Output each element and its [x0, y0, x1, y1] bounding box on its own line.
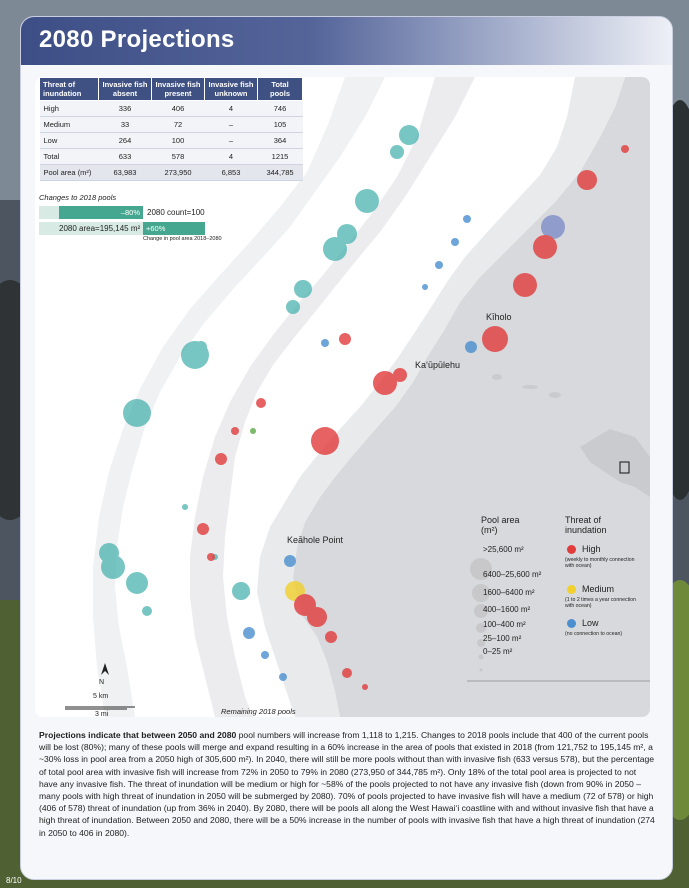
- table-header: Total pools: [258, 78, 303, 101]
- pool-marker: [215, 453, 227, 465]
- pool-marker: [231, 427, 239, 435]
- table-row-area: [40, 165, 303, 181]
- legend-threat-high: High: [582, 544, 601, 554]
- pool-marker: [126, 572, 148, 594]
- table-row: [40, 117, 303, 133]
- table-cell: 273,950: [152, 165, 205, 181]
- pool-marker: [451, 238, 459, 246]
- title-bar: [21, 17, 672, 65]
- pool-marker: [250, 428, 256, 434]
- legend-threat-medium-sub: (1 to 2 times a year connection with ocean): [565, 597, 636, 609]
- table-cell: 72: [152, 117, 205, 133]
- pool-marker: [286, 300, 300, 314]
- table-row: [40, 101, 303, 117]
- table-cell: 264: [99, 133, 152, 149]
- pool-marker: [399, 125, 419, 145]
- table-cell: 33: [99, 117, 152, 133]
- maui-inset: [549, 392, 561, 398]
- pool-marker: [435, 261, 443, 269]
- table-cell: 633: [99, 149, 152, 165]
- legend-threat-medium: Medium: [582, 584, 615, 594]
- table-cell: –: [205, 117, 258, 133]
- table-header: Invasive fish absent: [99, 78, 152, 101]
- table-row-total: [40, 149, 303, 165]
- changes-to-2018-pools: [39, 193, 259, 242]
- pool-marker: [294, 280, 312, 298]
- pool-marker: [482, 326, 508, 352]
- changes-note: Change in pool area 2018–2080: [143, 236, 222, 242]
- legend-size-heading: Pool area (m²): [481, 515, 520, 535]
- pool-marker: [513, 273, 537, 297]
- projection-table: [39, 77, 303, 181]
- map-legend: [449, 515, 639, 665]
- count-label: 2080 count=100: [147, 208, 205, 217]
- pool-marker: [355, 189, 379, 213]
- pool-marker: [101, 555, 125, 579]
- legend-size-item: 6400–25,600 m²: [483, 570, 542, 579]
- table-cell: High: [40, 101, 99, 117]
- content-panel: [20, 16, 673, 880]
- caption-remaining: Remaining 2018 pools: [221, 707, 296, 716]
- table-header: Threat of inundation: [40, 78, 99, 101]
- table-cell: 578: [152, 149, 205, 165]
- table-cell: 746: [258, 101, 303, 117]
- pool-marker: [279, 673, 287, 681]
- legend-size-item: 0–25 m²: [483, 647, 513, 656]
- pool-marker: [243, 627, 255, 639]
- pool-marker: [261, 651, 269, 659]
- body-paragraph: [39, 729, 655, 839]
- pool-marker: [390, 145, 404, 159]
- legend-size-item: >25,600 m²: [483, 545, 524, 554]
- legend-medium-swatch: [567, 585, 576, 594]
- pool-marker: [321, 339, 329, 347]
- area-change-bar: +60%: [143, 222, 205, 235]
- pool-marker: [342, 668, 352, 678]
- legend-high-swatch: [567, 545, 576, 554]
- scale-km-label: 5 km: [93, 693, 109, 700]
- legend-threat-heading: Threat of inundation: [565, 515, 607, 535]
- north-label: N: [99, 679, 105, 686]
- pool-marker: [621, 145, 629, 153]
- table-cell: –: [205, 133, 258, 149]
- pool-marker: [207, 553, 215, 561]
- pool-marker: [465, 341, 477, 353]
- area-change-row: [39, 222, 259, 235]
- count-change-row: [39, 206, 259, 219]
- molokai-inset: [522, 385, 538, 389]
- pool-marker: [323, 237, 347, 261]
- legend-size-item: 400–1600 m²: [483, 605, 531, 614]
- table-cell: 63,983: [99, 165, 152, 181]
- pool-marker: [195, 341, 207, 353]
- oahu-inset: [492, 374, 502, 380]
- body-text: pool numbers will increase from 1,118 to 1,215. Changes to 2018 pools include that 400 of the current pools will be lost (80%); many of these pools will merge and expand resulting in a 60% increase in the area of pools that existed in 2018 (from 121,752 to 195,145 m², a ~30% loss in pool area from a 2050 high of 305,600 m²). In 2040, there will still be more pools without than with invasive fish (633 versus 578), but the percentage of total pool area with invasive fish will increase from 72% in 2050 to 79% in 2080 (273,950 of 344,785 m²). Only 18% of the total pool area is projected to not have any invasive fish. The threat of inundation will be medium or high for ~58% of the pools projected to not have any invasive fish (down from 90% in 2050 – many pools with high threat of inundation in 2050 will be submerged by 2080). 70% of pools projected to have invasive fish will have a medium (72 of 578) or high (406 of 578) threat of inundation (up from 36% in 2040). By 2080, there will be pools all along the West Hawai‘i coastline with and without invasive fish that have a high threat of inundation. Between 2050 and 2080, there will be a 50% increase in the number of pools with invasive fish that have a high threat of inundation (274 in 2050 to 406 in 2080).: [39, 730, 655, 838]
- legend-size-item: 1600–6400 m²: [483, 588, 535, 597]
- legend-threat-high-sub: (weekly to monthly connection with ocean): [565, 557, 635, 569]
- page-title: 2080 Projections: [39, 26, 235, 53]
- table-cell: 4: [205, 149, 258, 165]
- pool-marker: [284, 555, 296, 567]
- pool-marker: [182, 504, 188, 510]
- pool-marker: [307, 607, 327, 627]
- area-label: 2080 area=195,145 m²: [59, 224, 141, 233]
- pool-marker: [362, 684, 368, 690]
- table-cell: 336: [99, 101, 152, 117]
- table-row: [40, 133, 303, 149]
- pool-marker: [244, 590, 250, 596]
- scale-mi-label: 3 mi: [95, 711, 109, 717]
- table-cell: 105: [258, 117, 303, 133]
- place-kaupulehu: Ka‘ūpūlehu: [415, 360, 461, 370]
- body-lead: Projections indicate that between 2050 and 2080: [39, 730, 237, 740]
- pool-marker: [533, 235, 557, 259]
- pool-marker: [393, 368, 407, 382]
- pool-marker: [311, 427, 339, 455]
- place-keahole-point: Keāhole Point: [287, 535, 344, 545]
- table-cell: 364: [258, 133, 303, 149]
- legend-size-item: 100–400 m²: [483, 620, 526, 629]
- table-cell: 4: [205, 101, 258, 117]
- table-cell: Pool area (m²): [40, 165, 99, 181]
- table-header: Invasive fish unknown: [205, 78, 258, 101]
- table-cell: 6,853: [205, 165, 258, 181]
- legend-low-swatch: [567, 619, 576, 628]
- pool-marker: [256, 398, 266, 408]
- pool-marker: [422, 284, 428, 290]
- pool-marker: [463, 215, 471, 223]
- pool-marker: [123, 399, 151, 427]
- place-kiholo: Kīholo: [486, 312, 512, 322]
- count-change-bar: –80%: [59, 206, 143, 219]
- table-cell: 406: [152, 101, 205, 117]
- table-cell: 344,785: [258, 165, 303, 181]
- legend-threat-low-sub: (no connection to ocean): [565, 631, 623, 637]
- pool-marker: [142, 606, 152, 616]
- pool-marker: [577, 170, 597, 190]
- table-cell: 100: [152, 133, 205, 149]
- table-cell: Total: [40, 149, 99, 165]
- page-number: 8/10: [6, 876, 22, 885]
- legend-size-item: 25–100 m²: [483, 634, 522, 643]
- pool-marker: [325, 631, 337, 643]
- table-cell: Low: [40, 133, 99, 149]
- pool-marker: [339, 333, 351, 345]
- table-cell: 1215: [258, 149, 303, 165]
- pool-marker: [197, 523, 209, 535]
- table-header: Invasive fish present: [152, 78, 205, 101]
- legend-threat-low: Low: [582, 618, 599, 628]
- table-cell: Medium: [40, 117, 99, 133]
- changes-title: Changes to 2018 pools: [39, 193, 117, 202]
